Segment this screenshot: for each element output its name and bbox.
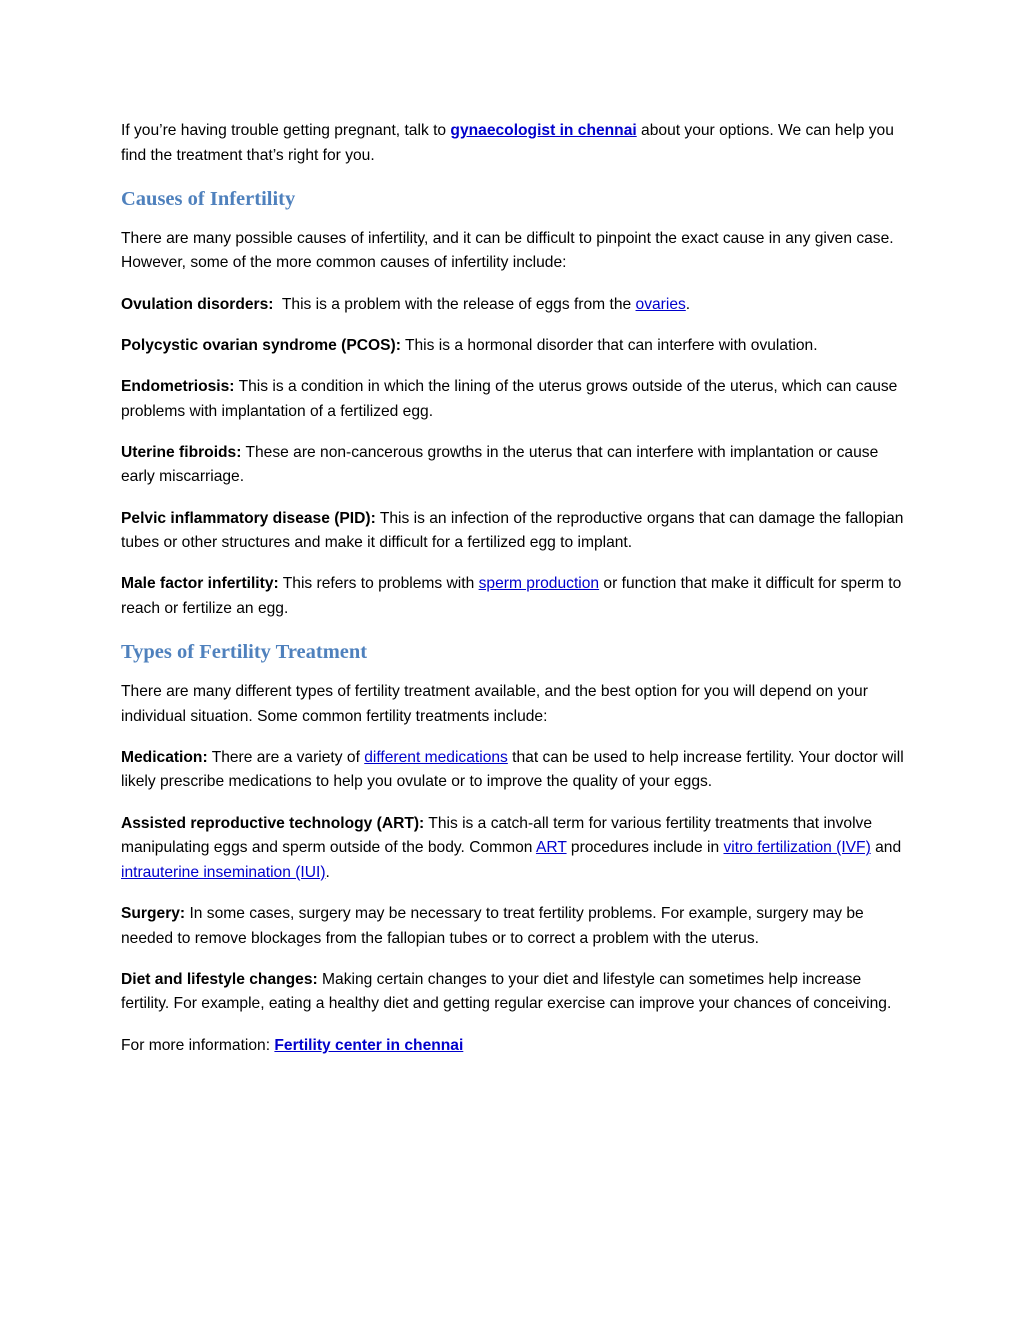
cause-term: Pelvic inflammatory disease (PID): bbox=[121, 509, 376, 527]
cause-endometriosis: Endometriosis: This is a condition in which the lining of the uterus grows outside of the uterus, which can cause problems with implantation of a fertilized egg. bbox=[121, 377, 898, 420]
art-link[interactable]: ART bbox=[535, 839, 567, 857]
cause-term: Endometriosis: bbox=[121, 377, 235, 395]
intro-paragraph: If you’re having trouble getting pregnant, talk to gynaecologist in chennai about your options. We can help you find the treatment that’s right for you. bbox=[121, 122, 894, 164]
cause-term: Male factor infertility: bbox=[121, 575, 279, 593]
ovaries-link[interactable]: ovaries bbox=[635, 295, 686, 313]
sperm-production-link[interactable]: sperm production bbox=[478, 575, 600, 593]
treatment-medication: Medication: There are a variety of different medications that can be used to help increase fertility. Your doctor will likely prescribe medications to help you ovulate or to improve the quality of your eggs. bbox=[121, 748, 904, 791]
treatments-intro: There are many different types of fertility treatment available, and the best option for you will depend on your individual situation. Some common fertility treatments include: bbox=[121, 683, 868, 725]
treatment-surgery: Surgery: In some cases, surgery may be necessary to treat fertility problems. For example, surgery may be needed to remove blockages from the fallopian tubes or to correct a problem with the uterus. bbox=[121, 905, 864, 947]
ivf-link[interactable]: vitro fertilization (IVF) bbox=[723, 839, 871, 857]
gynaecologist-link[interactable]: gynaecologist in chennai bbox=[450, 122, 637, 139]
different-medications-link[interactable]: different medications bbox=[364, 748, 508, 766]
cause-term: Polycystic ovarian syndrome (PCOS): bbox=[121, 336, 401, 354]
document-body bbox=[121, 119, 906, 1075]
more-info-paragraph: For more information: Fertility center in chennai bbox=[121, 1036, 464, 1054]
treatment-term: Assisted reproductive technology (ART): bbox=[121, 814, 425, 832]
iui-link[interactable]: intrauterine insemination (IUI) bbox=[121, 863, 326, 881]
cause-term: Uterine fibroids: bbox=[121, 443, 242, 461]
treatments-heading: Types of Fertility Treatment bbox=[121, 641, 368, 664]
treatment-art: Assisted reproductive technology (ART): This is a catch-all term for various fertility treatments that involve manipulating eggs and sperm outside of the body. Common ART procedures include in vitro fertilization (IVF) and intrauterine insemination (IUI). bbox=[121, 814, 902, 881]
treatment-term: Diet and lifestyle changes: bbox=[121, 970, 318, 988]
causes-heading: Causes of Infertility bbox=[121, 187, 296, 210]
cause-fibroids: Uterine fibroids: These are non-cancerous growths in the uterus that can interfere with implantation or cause early miscarriage. bbox=[121, 443, 879, 486]
treatment-diet: Diet and lifestyle changes: Making certain changes to your diet and lifestyle can sometimes help increase fertility. For example, eating a healthy diet and getting regular exercise can improve your chances of conceiving. bbox=[121, 970, 892, 1013]
cause-ovulation: Ovulation disorders: This is a problem with the release of eggs from the ovaries. bbox=[121, 295, 691, 313]
fertility-center-link[interactable]: Fertility center in chennai bbox=[274, 1036, 464, 1054]
treatment-term: Surgery: bbox=[121, 905, 186, 922]
cause-pid: Pelvic inflammatory disease (PID): This is an infection of the reproductive organs that can damage the fallopian tubes or other structures and make it difficult for a fertilized egg to implant. bbox=[121, 509, 904, 552]
cause-term: Ovulation disorders: bbox=[121, 295, 274, 313]
cause-pcos: Polycystic ovarian syndrome (PCOS): This is a hormonal disorder that can interfere with ovulation. bbox=[121, 336, 818, 354]
cause-male-factor: Male factor infertility: This refers to problems with sperm production or function that make it difficult for sperm to reach or fertilize an egg. bbox=[121, 575, 902, 617]
treatment-term: Medication: bbox=[121, 748, 208, 766]
causes-intro: There are many possible causes of infertility, and it can be difficult to pinpoint the exact cause in any given case. However, some of the more common causes of infertility include: bbox=[121, 229, 894, 272]
